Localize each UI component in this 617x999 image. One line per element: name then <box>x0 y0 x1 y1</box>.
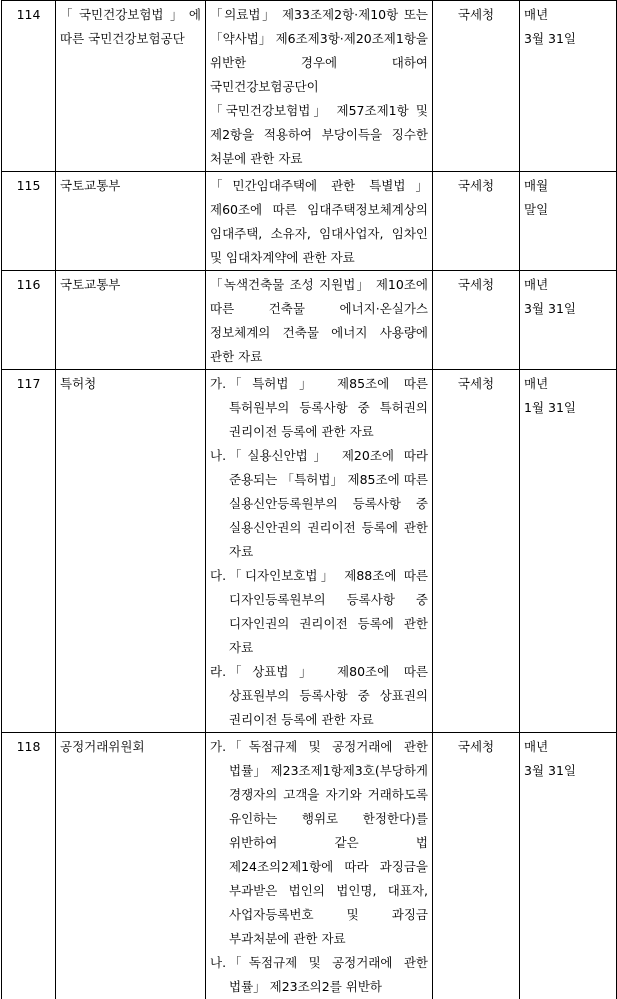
item-marker: 다. <box>210 564 229 660</box>
item-text: 「디자인보호법」 제88조에 따른 디자인등록원부의 등록사항 중 디자인권의 권리이전 등록에 관한 자료 <box>229 564 428 660</box>
period-cycle: 매월 <box>524 174 612 198</box>
period-deadline: 3월 31일 <box>524 297 612 321</box>
list-item <box>210 735 428 951</box>
row-number: 118 <box>2 733 56 999</box>
item-marker: 나. <box>210 951 229 999</box>
period-deadline: 말일 <box>524 198 612 222</box>
submission-period <box>520 370 617 733</box>
data-description <box>206 733 433 999</box>
row-number: 116 <box>2 271 56 370</box>
row-number: 114 <box>2 1 56 172</box>
receiving-agency: 국세청 <box>433 271 520 370</box>
item-text: 「독점규제 및 공정거래에 관한 법률」 제23조제1항제3호(부당하게 경쟁자의 고객을 자기와 거래하도록 유인하는 행위로 한정한다)를 위반하여 같은 법 제24조의2제1항에 따라 과징금을 부과받은 법인의 법인명, 대표자, 사업자등록번호 및 과징금 부과처분에 관한 자료 <box>229 735 428 951</box>
row-number: 115 <box>2 172 56 271</box>
item-text: 「실용신안법」 제20조에 따라 준용되는 「특허법」 제85조에 따른 실용신안등록원부의 등록사항 중 실용신안권의 권리이전 등록에 관한 자료 <box>229 444 428 564</box>
source-organization: 국토교통부 <box>56 172 206 271</box>
data-description: 「녹색건축물 조성 지원법」 제10조에 따른 건축물 에너지·온실가스 정보체계의 건축물 에너지 사용량에 관한 자료 <box>206 271 433 370</box>
submission-period <box>520 1 617 172</box>
item-marker: 라. <box>210 660 229 732</box>
row-number: 117 <box>2 370 56 733</box>
data-provision-table <box>1 0 617 999</box>
submission-period <box>520 271 617 370</box>
period-deadline: 3월 31일 <box>524 759 612 783</box>
period-cycle: 매년 <box>524 372 612 396</box>
list-item <box>210 660 428 732</box>
period-deadline: 3월 31일 <box>524 27 612 51</box>
list-item <box>210 564 428 660</box>
receiving-agency: 국세청 <box>433 733 520 999</box>
table-row <box>2 271 617 370</box>
item-text: 「독점규제 및 공정거래에 관한 법률」 제23조의2를 위반하 <box>229 951 428 999</box>
item-text: 「특허법」 제85조에 따른 특허원부의 등록사항 중 특허권의 권리이전 등록에 관한 자료 <box>229 372 428 444</box>
list-item <box>210 444 428 564</box>
receiving-agency: 국세청 <box>433 1 520 172</box>
receiving-agency: 국세청 <box>433 370 520 733</box>
item-marker: 나. <box>210 444 229 564</box>
table-row <box>2 1 617 172</box>
item-marker: 가. <box>210 372 229 444</box>
data-description: 「민간임대주택에 관한 특별법」 제60조에 따른 임대주택정보체계상의 임대주택, 소유자, 임대사업자, 임차인 및 임대차계약에 관한 자료 <box>206 172 433 271</box>
source-organization: 국토교통부 <box>56 271 206 370</box>
period-cycle: 매년 <box>524 273 612 297</box>
source-organization: 「국민건강보험법」에 따른 국민건강보험공단 <box>56 1 206 172</box>
submission-period <box>520 172 617 271</box>
list-item <box>210 372 428 444</box>
data-description <box>206 370 433 733</box>
source-organization: 공정거래위원회 <box>56 733 206 999</box>
table-row <box>2 733 617 999</box>
period-cycle: 매년 <box>524 735 612 759</box>
table-row <box>2 172 617 271</box>
table-row <box>2 370 617 733</box>
submission-period <box>520 733 617 999</box>
source-organization: 특허청 <box>56 370 206 733</box>
list-item <box>210 951 428 999</box>
item-text: 「상표법」 제80조에 따른 상표원부의 등록사항 중 상표권의 권리이전 등록에 관한 자료 <box>229 660 428 732</box>
period-cycle: 매년 <box>524 3 612 27</box>
item-marker: 가. <box>210 735 229 951</box>
receiving-agency: 국세청 <box>433 172 520 271</box>
data-description: 「의료법」 제33조제2항·제10항 또는 「약사법」 제6조제3항·제20조제1항을 위반한 경우에 대하여 국민건강보험공단이 「국민건강보험법」 제57조제1항 및 제2항을 적용하여 부당이득을 징수한 처분에 관한 자료 <box>206 1 433 172</box>
period-deadline: 1월 31일 <box>524 396 612 420</box>
